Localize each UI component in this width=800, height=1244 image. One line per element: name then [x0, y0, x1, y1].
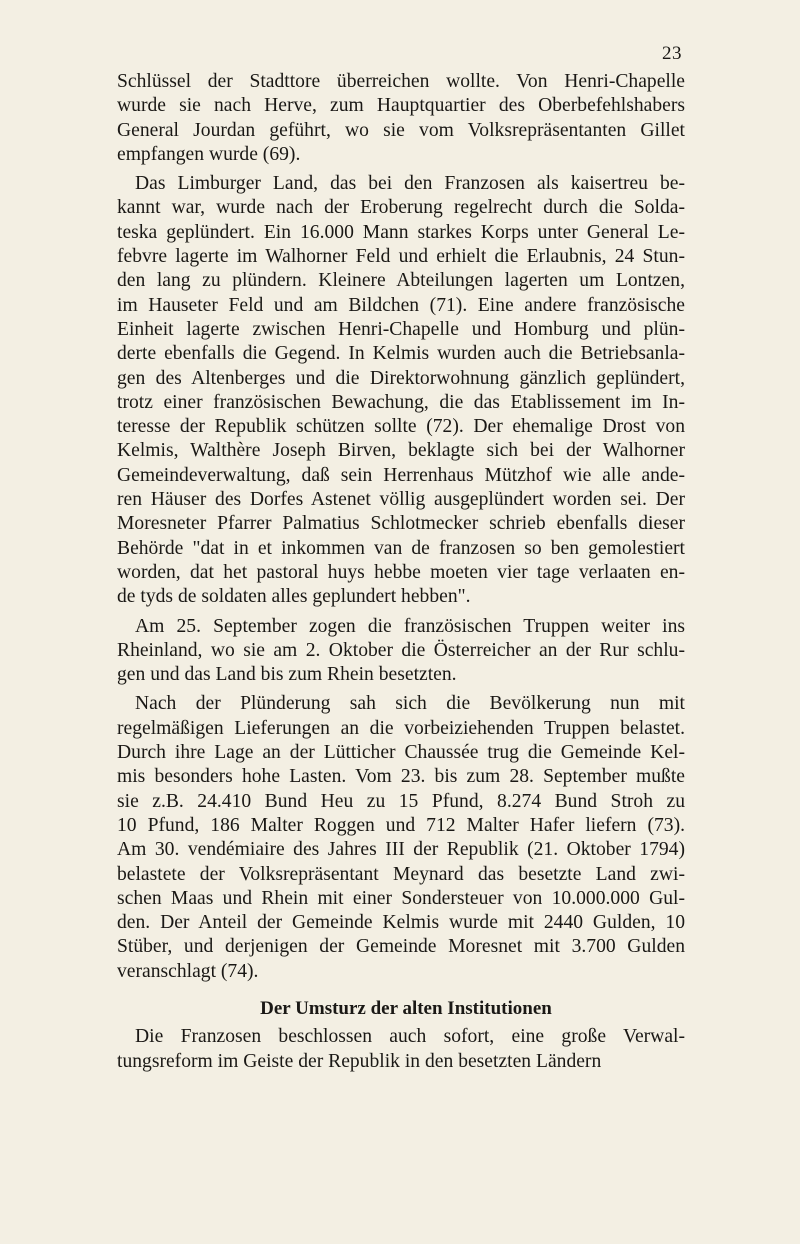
text-line: empfangen wurde (69).	[117, 143, 301, 165]
text-line: sie z.B. 24.410 Bund Heu zu 15 Pfund, 8.274 Bund Stroh zu	[117, 790, 685, 812]
text-line: Behörde "dat in et inkommen van de franzosen so ben gemolestiert	[117, 537, 685, 559]
page-number: 23	[662, 43, 682, 64]
text-line: mis besonders hohe Lasten. Vom 23. bis zum 28. September mußte	[117, 766, 685, 788]
paragraph	[117, 70, 685, 167]
text-line: regelmäßigen Lieferungen an die vorbeiziehenden Truppen belastet.	[117, 717, 685, 739]
text-line: wurde sie nach Herve, zum Hauptquartier des Oberbefehlshabers	[117, 95, 685, 117]
paragraph	[117, 172, 685, 609]
text-line: den. Der Anteil der Gemeinde Kelmis wurde mit 2440 Gulden, 10	[117, 912, 685, 934]
text-line: im Hauseter Feld und am Bildchen (71). Eine andere französische	[117, 294, 685, 316]
text-line: gen des Altenberges und die Direktorwohnung gänzlich geplündert,	[117, 367, 685, 389]
text-line: teska geplündert. Ein 16.000 Mann starkes Korps unter General Le-	[117, 221, 685, 243]
paragraph	[117, 615, 685, 688]
text-line: febvre lagerte im Walhorner Feld und erhielt die Erlaubnis, 24 Stun-	[117, 246, 685, 268]
text-line: Am 30. vendémiaire des Jahres III der Republik (21. Oktober 1794)	[117, 839, 685, 861]
text-line: 10 Pfund, 186 Malter Roggen und 712 Malter Hafer liefern (73).	[117, 814, 685, 836]
text-line: Nach der Plünderung sah sich die Bevölkerung nun mit	[135, 693, 685, 715]
text-line: worden, dat het pastoral huys hebbe moeten vier tage verlaaten en-	[117, 561, 685, 583]
paragraph	[117, 692, 685, 984]
body-text	[117, 70, 685, 1074]
text-line: Stüber, und derjenigen der Gemeinde Moresnet mit 3.700 Gulden	[117, 936, 685, 958]
text-line: derte ebenfalls die Gegend. In Kelmis wurden auch die Betriebsanla-	[117, 343, 685, 365]
text-line: belastete der Volksrepräsentant Meynard das besetzte Land zwi-	[117, 863, 685, 885]
text-line: Rheinland, wo sie am 2. Oktober die Österreicher an der Rur schlu-	[117, 639, 685, 661]
text-line: teresse der Republik schützen sollte (72). Der ehemalige Drost von	[117, 416, 685, 438]
text-line: Schlüssel der Stadttore überreichen wollte. Von Henri-Chapelle	[117, 71, 685, 92]
text-line: General Jourdan geführt, wo sie vom Volksrepräsentanten Gillet	[117, 119, 685, 141]
text-line: de tyds de soldaten alles geplundert hebben".	[117, 586, 471, 608]
text-line: ren Häuser des Dorfes Astenet völlig ausgeplündert worden sei. Der	[117, 489, 685, 511]
text-line: veranschlagt (74).	[117, 960, 259, 982]
text-line: Gemeindeverwaltung, daß sein Herrenhaus Mützhof wie alle ande-	[117, 464, 685, 486]
text-line: tungsreform im Geiste der Republik in den besetzten Ländern	[117, 1050, 602, 1072]
text-line: Die Franzosen beschlossen auch sofort, eine große Verwal-	[135, 1026, 685, 1048]
text-line: gen und das Land bis zum Rhein besetzten.	[117, 664, 457, 686]
text-line: Moresneter Pfarrer Palmatius Schlotmecker schrieb ebenfalls dieser	[117, 513, 685, 535]
text-line: Das Limburger Land, das bei den Franzosen als kaisertreu be-	[135, 173, 685, 195]
text-line: Einheit lagerte zwischen Henri-Chapelle und Homburg und plün-	[117, 318, 685, 340]
text-line: Kelmis, Walthère Joseph Birven, beklagte sich bei der Walhorner	[117, 440, 685, 462]
text-line: trotz einer französischen Bewachung, die das Etablissement im In-	[117, 391, 685, 413]
text-line: Durch ihre Lage an der Lütticher Chaussée trug die Gemeinde Kel-	[117, 742, 685, 764]
text-line: schen Maas und Rhein mit einer Sondersteuer von 10.000.000 Gul-	[117, 887, 685, 909]
text-line: kannt war, wurde nach der Eroberung regelrecht durch die Solda-	[117, 197, 685, 219]
paragraph	[117, 1025, 685, 1074]
section-heading: Der Umsturz der alten Institutionen	[260, 997, 552, 1019]
text-line: Am 25. September zogen die französischen Truppen weiter ins	[135, 615, 685, 637]
text-line: den lang zu plündern. Kleinere Abteilungen lagerten um Lontzen,	[117, 270, 685, 292]
